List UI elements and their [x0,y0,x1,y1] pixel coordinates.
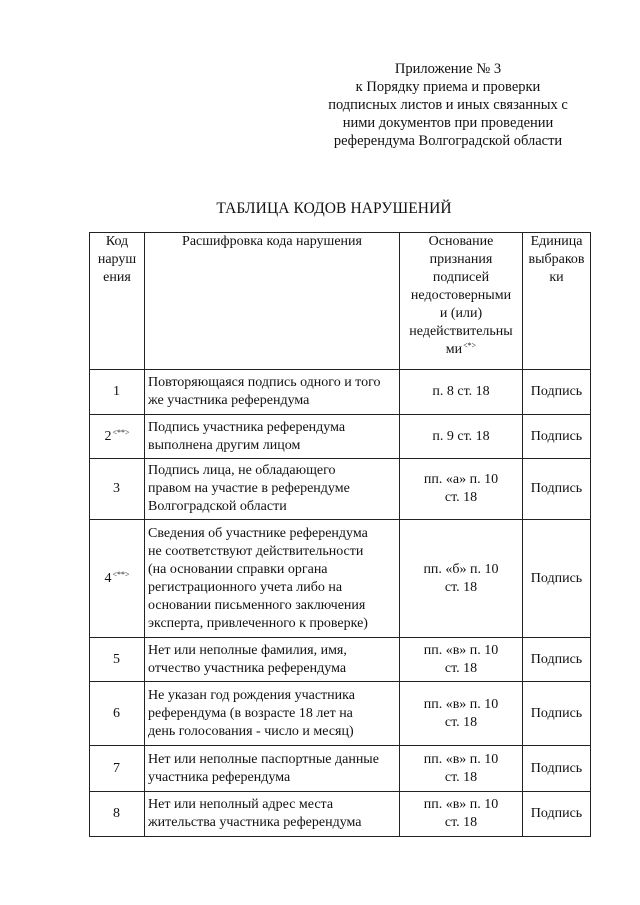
header-code-line: наруш [97,252,137,267]
header-code-line: Код [105,234,129,249]
row-basis [400,746,523,792]
row-unit: Подпись [523,792,591,837]
violation-codes-table [89,232,591,837]
row-code-number: 6 [113,705,120,721]
row-basis-line: ст. 18 [444,660,478,676]
row-basis-line: пп. «в» п. 10 [423,797,499,812]
row-description-line: регистрационного учета либо на [148,579,343,595]
header-basis-line: недостоверными [410,288,512,303]
row-code [90,682,145,746]
row-basis-line: ст. 18 [444,714,478,730]
row-code [90,792,145,837]
row-description-line: жительства участника референдума [148,815,362,830]
document-title: ТАБЛИЦА КОДОВ НАРУШЕНИЙ [216,200,452,217]
appendix-header-line: ними документов при проведении [342,115,554,131]
row-code-number: 3 [113,481,120,496]
header-code [90,233,145,370]
row-description-line: Не указан год рождения участника [148,687,355,703]
row-description [145,459,400,520]
row-description [145,746,400,792]
row-description [145,682,400,746]
header-basis-line: и (или) [439,306,483,321]
row-code-number: 7 [113,760,120,776]
row-code-number: 2 [104,428,112,444]
header-basis-line: подписей [432,270,490,285]
row-unit: Подпись [523,682,591,746]
row-unit: Подпись [523,459,591,520]
row-description-line: Повторяющаяся подпись одного и того [148,375,381,390]
row-description-line: Нет или неполные паспортные данные [148,751,379,767]
row-description [145,415,400,459]
footnote-marker: <**> [112,569,130,579]
row-description-line: (на основании справки органа [148,561,328,577]
row-basis-line: пп. «а» п. 10 [423,472,499,487]
row-description-line: не соответствуют действительности [148,543,364,559]
row-basis-line: пп. «в» п. 10 [423,751,499,767]
table-row [90,415,591,459]
header-basis-line [403,341,519,359]
row-unit: Подпись [523,520,591,638]
row-description-line: день голосования - число и месяц) [148,723,354,739]
row-code [90,415,145,459]
row-basis-line: ст. 18 [444,579,478,595]
row-code [90,638,145,682]
row-basis [400,370,523,415]
row-basis [400,415,523,459]
row-basis [400,520,523,638]
row-basis-line: ст. 18 [444,769,478,785]
row-basis [400,459,523,520]
appendix-header-line: подписных листов и иных связанных с [328,97,568,113]
header-basis [400,233,523,370]
row-unit: Подпись [523,746,591,792]
row-description-line: же участника референдума [148,393,310,408]
header-basis-last-word: ми [445,342,463,357]
row-basis-line: п. 8 ст. 18 [432,384,490,399]
header-description-line: Расшифровка кода нарушения [182,234,362,249]
header-unit-line: Единица [530,234,583,249]
footnote-marker: <*> [463,341,477,350]
row-basis-line: пп. «б» п. 10 [423,561,499,577]
header-basis-line: признания [429,252,493,267]
header-basis-line: Основание [428,234,494,249]
row-code [90,520,145,638]
header-unit-line: выбраков [528,252,585,267]
table-row [90,370,591,415]
row-description-line: референдума (в возрасте 18 лет на [148,705,353,721]
row-code [90,459,145,520]
table-row [90,520,591,638]
row-basis [400,682,523,746]
row-code [90,746,145,792]
row-description-line: Подпись лица, не обладающего [148,463,336,478]
row-description-line: Волгоградской области [148,499,287,514]
row-description-line: Подпись участника референдума [148,419,346,435]
row-description-line: правом на участие в референдуме [148,481,350,496]
row-description-line: Нет или неполный адрес места [148,797,334,812]
table-row [90,682,591,746]
row-description-line: отчество участника референдума [148,660,347,676]
row-code-number: 1 [113,384,120,399]
row-basis-line: п. 9 ст. 18 [432,428,490,444]
row-description-line: Сведения об участнике референдума [148,525,368,541]
header-code-line: ения [103,270,131,285]
table-row [90,638,591,682]
header-description [145,233,400,370]
appendix-header [318,60,578,150]
row-code-number: 4 [104,570,112,586]
row-unit: Подпись [523,415,591,459]
row-basis [400,638,523,682]
row-code [90,370,145,415]
row-description-line: эксперта, привлеченного к проверке) [148,615,368,631]
header-unit [523,233,591,370]
table-row [90,792,591,837]
row-unit: Подпись [523,370,591,415]
row-description-line: участника референдума [148,769,291,785]
appendix-header-line: Приложение № 3 [394,61,502,77]
row-description [145,638,400,682]
appendix-header-line: референдума Волгоградской области [333,133,563,149]
row-basis [400,792,523,837]
table-row [90,459,591,520]
row-unit: Подпись [523,638,591,682]
table-header-row [90,233,591,370]
row-description-line: выполнена другим лицом [148,437,301,453]
row-description [145,370,400,415]
appendix-header-line: к Порядку приема и проверки [355,79,541,95]
footnote-marker: <**> [112,427,130,437]
row-description-line: Нет или неполные фамилия, имя, [148,642,347,658]
header-basis-line: недействительны [409,324,513,339]
table-row [90,746,591,792]
row-code-number: 5 [113,651,120,667]
row-basis-line: ст. 18 [444,490,478,505]
row-code-number: 8 [113,806,120,821]
row-description [145,520,400,638]
row-basis-line: пп. «в» п. 10 [423,696,499,712]
row-description-line: основании письменного заключения [148,597,366,613]
row-basis-line: ст. 18 [444,815,478,830]
header-unit-line: ки [549,270,564,285]
row-basis-line: пп. «в» п. 10 [423,642,499,658]
row-description [145,792,400,837]
